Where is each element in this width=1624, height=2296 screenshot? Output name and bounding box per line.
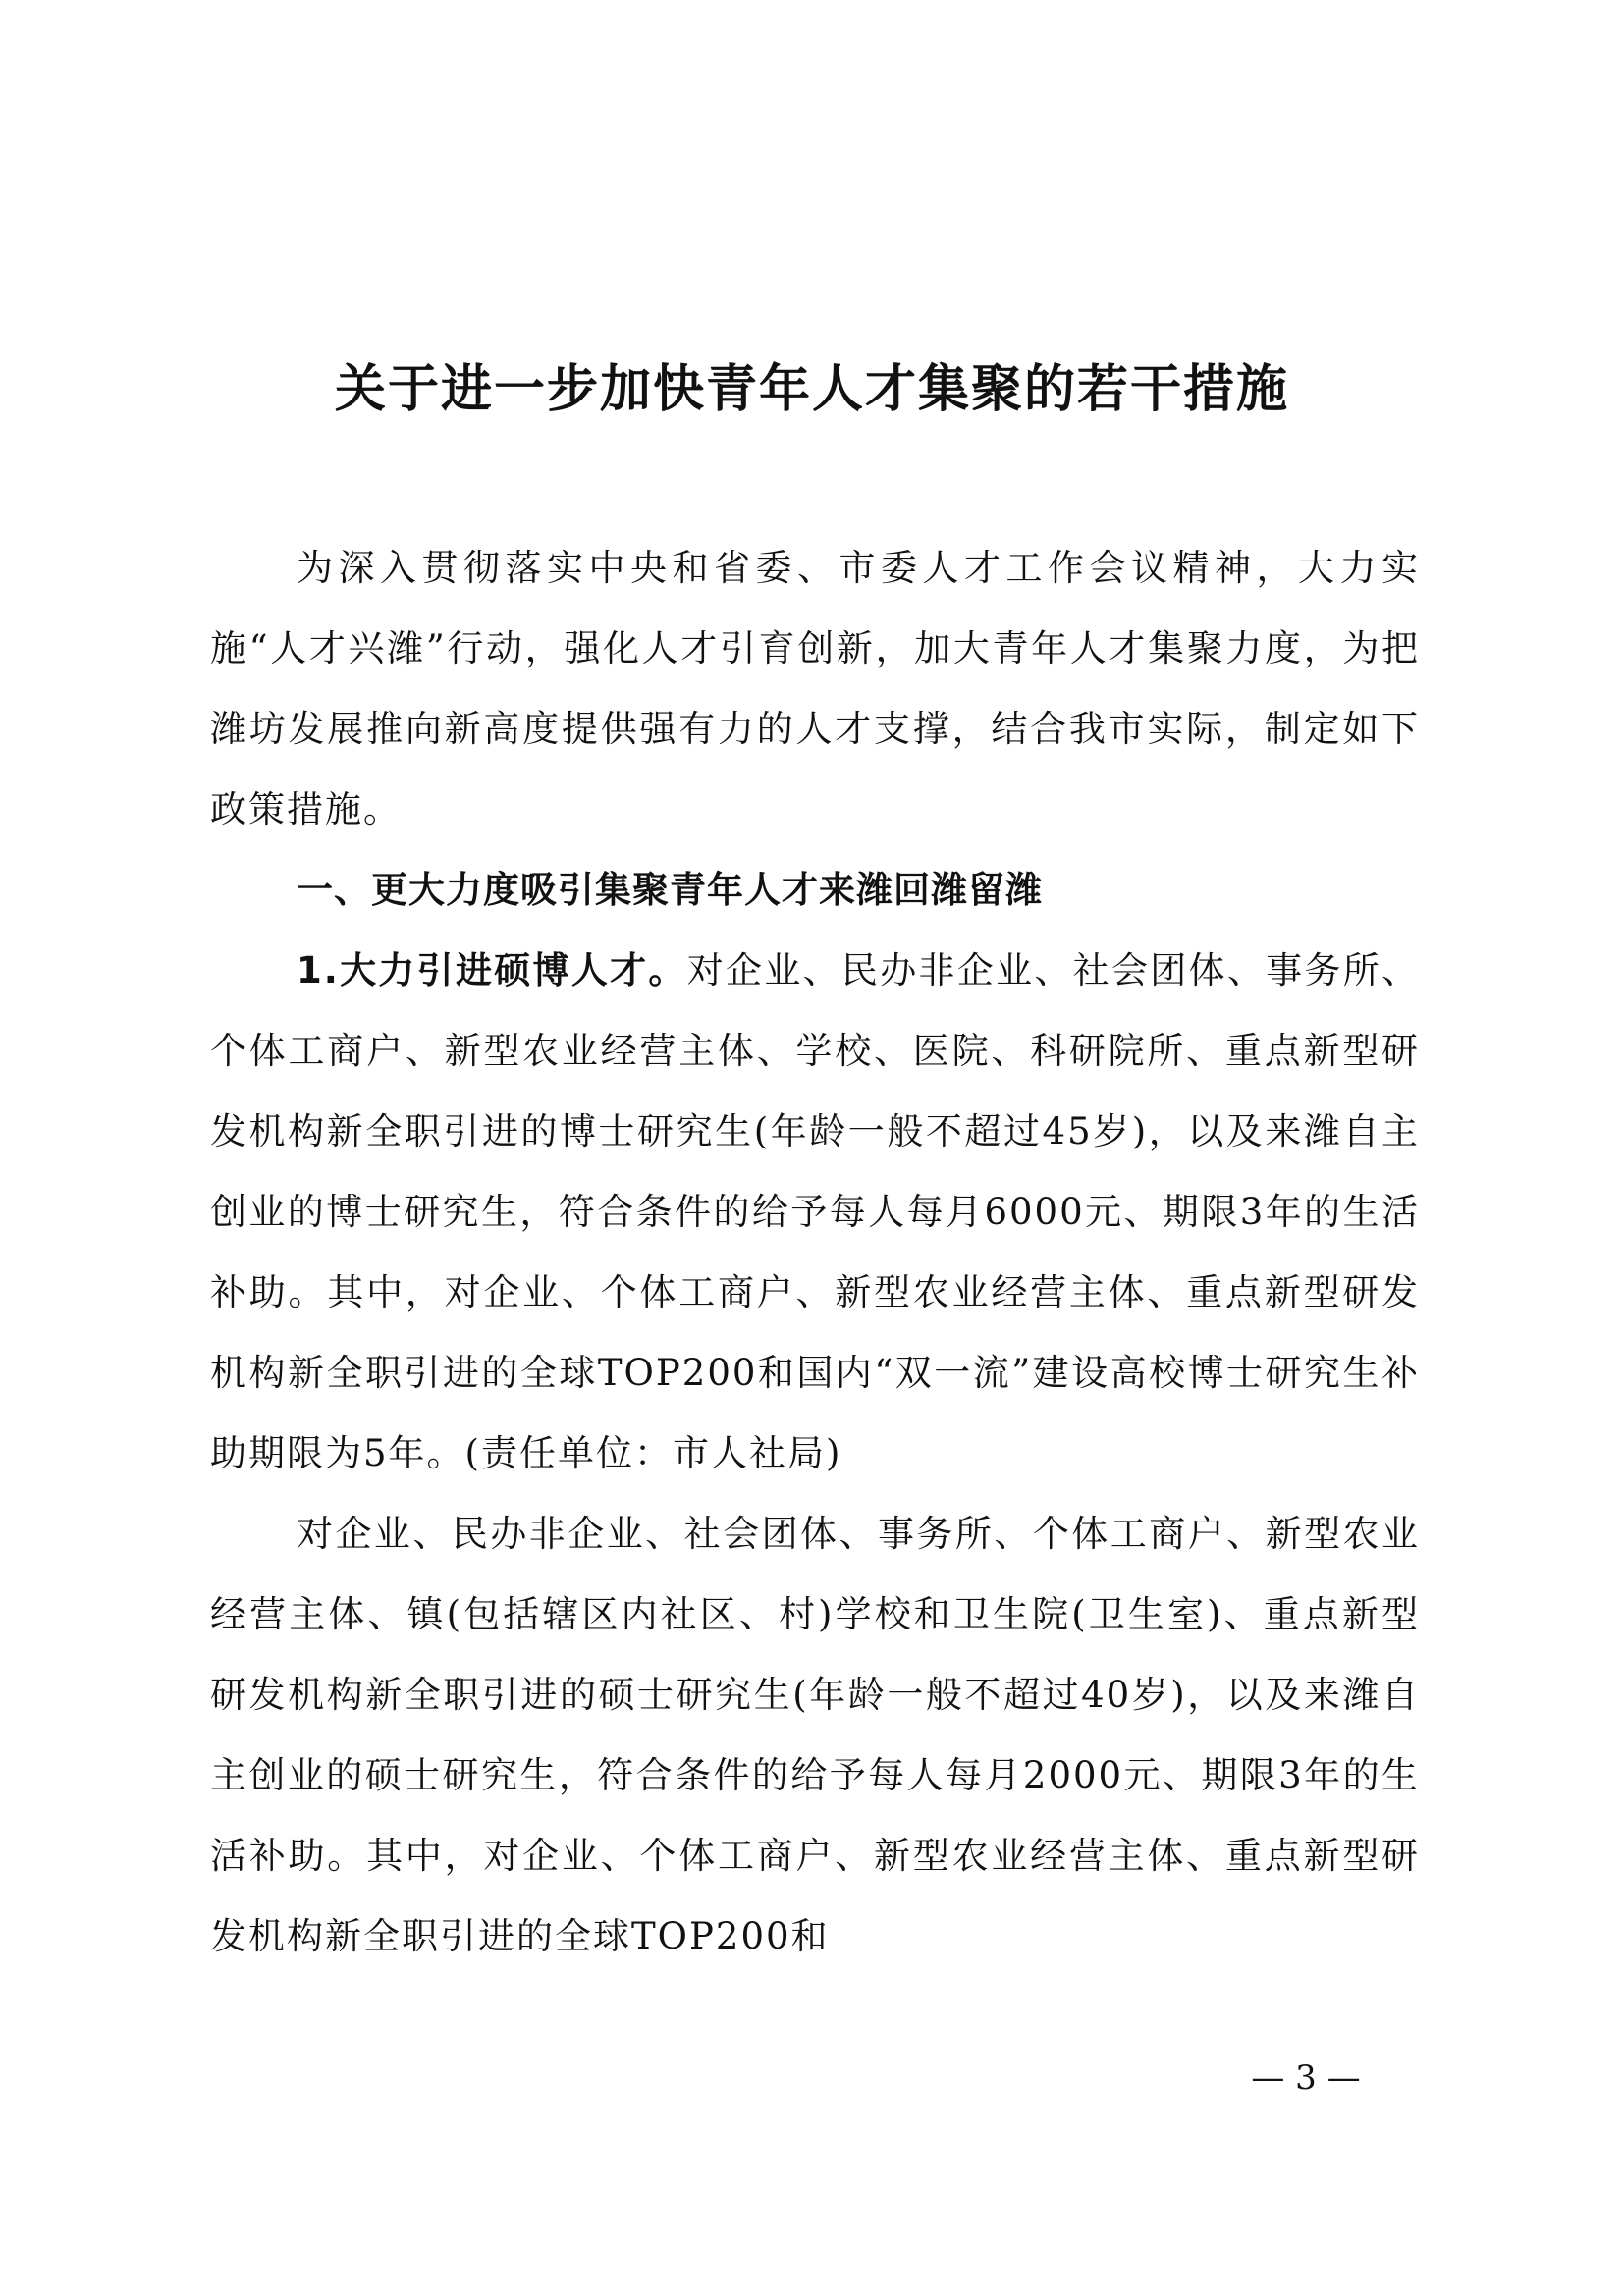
document-title: 关于进一步加快青年人才集聚的若干措施 [334,360,1289,419]
item-lead: 1.大力引进硕博人才。 [297,949,687,991]
section-heading: 一、更大力度吸引集聚青年人才来潍回潍留潍 [297,869,1043,911]
item-text: 对企业、民办非企业、社会团体、事务所、个体工商户、新型农业经营主体、学校、医院、科研院所、重点新型研发机构新全职引进的博士研究生(年龄一般不超过45岁)，以及来潍自主创业的博士研究生，符合条件的给予每人每月6000元、期限3年的生活补助。其中，对企业、个体工商户、新型农业经营主体、重点新型研发机构新全职引进的全球TOP200和国内“双一流”建设高校博士研究生补助期限为5年。(责任单位：市人社局) [210,949,1420,1474]
item-paragraph [210,931,1420,1494]
intro-paragraph: 为深入贯彻落实中央和省委、市委人才工作会议精神，大力实施“人才兴潍”行动，强化人才引育创新，加大青年人才集聚力度，为把潍坊发展推向新高度提供强有力的人才支撑，结合我市实际，制定如下政策措施。 [210,547,1420,830]
document-body [210,528,1420,1977]
item-paragraph-continued: 对企业、民办非企业、社会团体、事务所、个体工商户、新型农业经营主体、镇(包括辖区内社区、村)学校和卫生院(卫生室)、重点新型研发机构新全职引进的硕士研究生(年龄一般不超过40岁)，以及来潍自主创业的硕士研究生，符合条件的给予每人每月2000元、期限3年的生活补助。其中，对企业、个体工商户、新型农业经营主体、重点新型研发机构新全职引进的全球TOP200和 [210,1513,1420,1957]
page-number: — 3 — [1251,2058,1361,2098]
